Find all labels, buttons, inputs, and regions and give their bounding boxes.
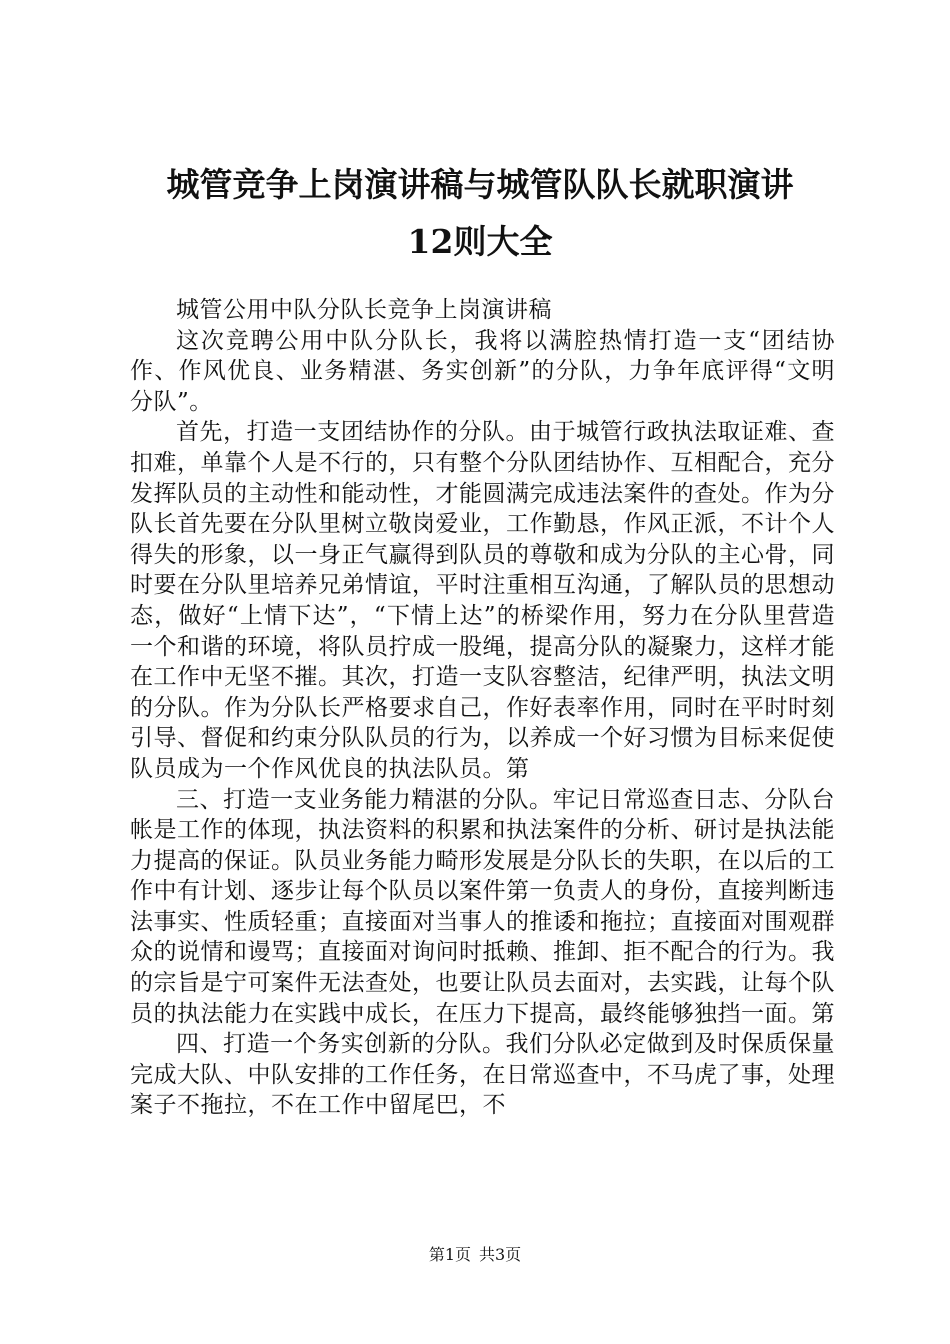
paragraph-fourth: 四、打造一个务实创新的分队。我们分队必定做到及时保质保量完成大队、中队安排的工作任务，在日常巡查中，不马虎了事，处理案子不拖拉，不在工作中留尾巴，不 [130,1031,835,1119]
paragraph-subtitle: 城管公用中队分队长竞争上岗演讲稿 [176,297,552,323]
page-number: 第1页 [428,1245,471,1264]
document-title-line-1: 城管竞争上岗演讲稿与城管队队长就职演讲 [166,165,794,204]
page-footer [0,1245,950,1265]
document-title-line-2: 12则大全 [407,222,553,261]
paragraph-first: 首先，打造一支团结协作的分队。由于城管行政执法取证难、查扣难，单靠个人是不行的，只有整个分队团结协作、互相配合，充分发挥队员的主动性和能动性，才能圆满完成违法案件的查处。作为分队长首先要在分队里树立敬岗爱业，工作勤恳，作风正派，不计个人得失的形象，以一身正气赢得到队员的尊敬和成为分队的主心骨，同时要在分队里培养兄弟情谊，平时注重相互沟通，了解队员的思想动态，做好“上情下达”，“下情上达”的桥梁作用，努力在分队里营造一个和谐的环境，将队员拧成一股绳，提高分队的凝聚力，这样才能在工作中无坚不摧。其次，打造一支队容整洁，纪律严明，执法文明的分队。作为分队长严格要求自己，作好表率作用，同时在平时时刻引导、督促和约束分队队员的行为，以养成一个好习惯为目标来促使队员成为一个作风优良的执法队员。第 [130,419,835,782]
page-total: 共3页 [479,1245,522,1264]
document-body [130,295,835,1121]
paragraph-third: 三、打造一支业务能力精湛的分队。牢记日常巡查日志、分队台帐是工作的体现，执法资料的积累和执法案件的分析、研讨是执法能力提高的保证。队员业务能力畸形发展是分队长的失职，在以后的工作中有计划、逐步让每个队员以案件第一负责人的身份，直接判断违法事实、性质轻重；直接面对当事人的推诿和拖拉；直接面对围观群众的说情和谩骂；直接面对询问时抵赖、推卸、拒不配合的行为。我的宗旨是宁可案件无法查处，也要让队员去面对，去实践，让每个队员的执法能力在实践中成长，在压力下提高，最终能够独挡一面。第 [130,786,835,1027]
paragraph-intro: 这次竞聘公用中队分队长，我将以满腔热情打造一支“团结协作、作风优良、业务精湛、务实创新”的分队，力争年底评得“文明分队”。 [130,327,835,415]
